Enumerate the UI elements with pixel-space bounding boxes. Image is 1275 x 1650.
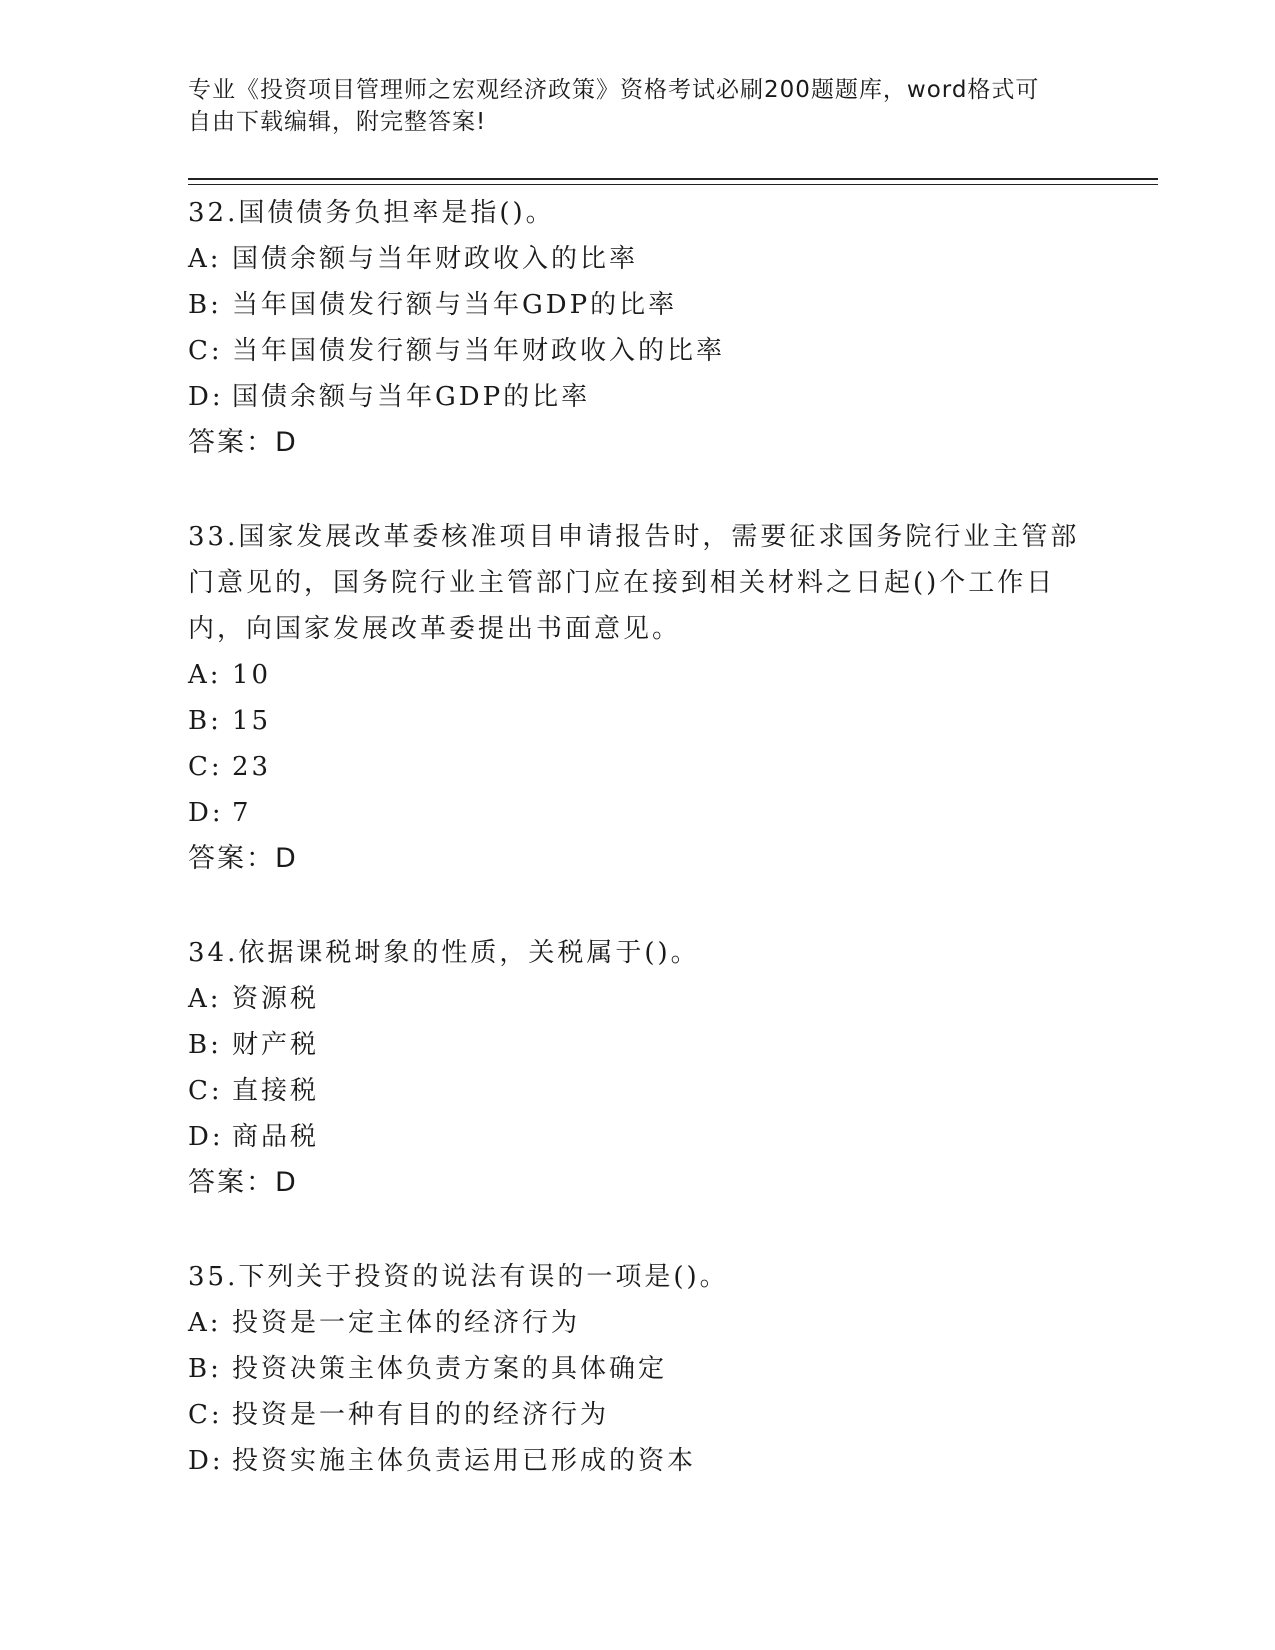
question-32	[188, 190, 1088, 466]
option-text: 国债余额与当年财政收入的比率	[232, 244, 639, 274]
option-key: C:	[188, 336, 223, 366]
option-c	[188, 744, 1088, 790]
question-stem: 32.国债债务负担率是指()。	[188, 198, 555, 228]
header-title-line-1: 专业《投资项目管理师之宏观经济政策》资格考试必刷200题题库，word格式可	[188, 77, 1040, 103]
header-title-line-2: 自由下载编辑，附完整答案!	[188, 109, 487, 135]
option-text: 23	[232, 752, 272, 782]
option-a	[188, 652, 1088, 698]
option-d	[188, 374, 1088, 420]
question-33	[188, 514, 1088, 882]
option-b	[188, 282, 1088, 328]
option-text: 10	[232, 660, 272, 690]
option-key: C:	[188, 1400, 223, 1430]
option-key: B:	[188, 1354, 222, 1384]
answer-line: 答案：D	[188, 843, 298, 874]
option-key: B:	[188, 1030, 222, 1060]
option-text: 15	[232, 706, 272, 736]
question-stem: 34.依据课税埘象的性质，关税属于()。	[188, 938, 700, 968]
option-c	[188, 328, 1088, 374]
option-a	[188, 1300, 1088, 1346]
question-list	[188, 190, 1088, 1532]
option-a	[188, 236, 1088, 282]
option-key: A:	[188, 660, 222, 690]
option-b	[188, 698, 1088, 744]
question-stem: 35.下列关于投资的说法有误的一项是()。	[188, 1262, 729, 1292]
option-text: 当年国债发行额与当年GDP的比率	[232, 290, 678, 320]
header-divider-thick	[188, 178, 1158, 180]
document-header	[188, 74, 1088, 138]
option-text: 投资是一种有目的的经济行为	[232, 1400, 610, 1430]
option-text: 财产税	[232, 1030, 320, 1060]
option-key: A:	[188, 244, 222, 274]
option-key: B:	[188, 290, 222, 320]
option-text: 商品税	[232, 1122, 320, 1152]
option-text: 投资是一定主体的经济行为	[232, 1308, 581, 1338]
answer-line: 答案：D	[188, 1167, 298, 1198]
option-key: A:	[188, 1308, 222, 1338]
option-c	[188, 1392, 1088, 1438]
question-35	[188, 1254, 1088, 1484]
option-key: D:	[188, 1446, 224, 1476]
option-text: 资源税	[232, 984, 320, 1014]
header-divider-thin	[188, 184, 1158, 185]
option-text: 当年国债发行额与当年财政收入的比率	[232, 336, 726, 366]
option-key: C:	[188, 1076, 223, 1106]
option-key: C:	[188, 752, 223, 782]
option-key: A:	[188, 984, 222, 1014]
option-c	[188, 1068, 1088, 1114]
option-b	[188, 1346, 1088, 1392]
option-d	[188, 790, 1088, 836]
option-d	[188, 1438, 1088, 1484]
option-b	[188, 1022, 1088, 1068]
option-text: 投资实施主体负责运用已形成的资本	[232, 1446, 697, 1476]
option-a	[188, 976, 1088, 1022]
option-key: D:	[188, 1122, 224, 1152]
question-34	[188, 930, 1088, 1206]
option-text: 直接税	[232, 1076, 320, 1106]
question-stem: 33.国家发展改革委核准项目申请报告时，需要征求国务院行业主管部门意见的，国务院行业主管部门应在接到相关材料之日起()个工作日内，向国家发展改革委提出书面意见。	[188, 522, 1080, 644]
option-d	[188, 1114, 1088, 1160]
option-key: B:	[188, 706, 222, 736]
answer-line: 答案：D	[188, 427, 298, 458]
option-key: D:	[188, 798, 224, 828]
option-text: 国债余额与当年GDP的比率	[232, 382, 591, 412]
option-key: D:	[188, 382, 224, 412]
option-text: 投资决策主体负责方案的具体确定	[232, 1354, 668, 1384]
option-text: 7	[232, 798, 252, 828]
